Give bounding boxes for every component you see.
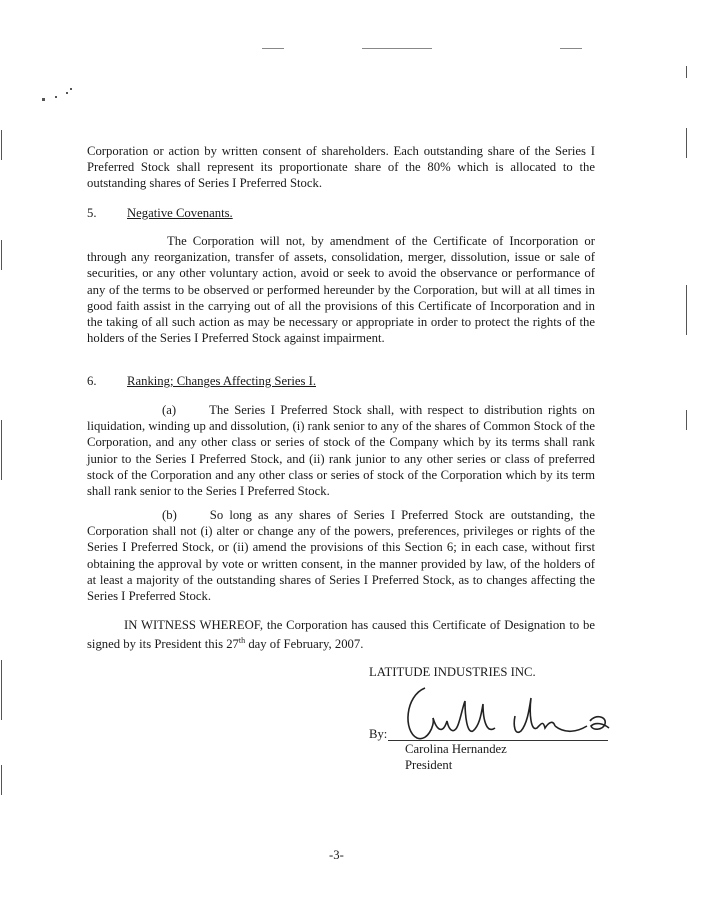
- item-label: (b): [162, 508, 177, 522]
- witness-date: day of February, 2007.: [245, 637, 364, 652]
- section-title: Negative Covenants.: [127, 206, 233, 220]
- paragraph-text: The Corporation will not, by amendment of the Certificate of Incorporation or through any reorganization, transfer of assets, consolidation, merger, dissolution, issue or sale of securities, or any other voluntary action, avoid or seek to avoid the observance or performance of any of the terms to be observed or performed hereunder by the Corporation, but will at all times in good faith assist in the carrying out of all the provisions of this Certificate of Incorporation and in the taking of all such action as may be necessary or appropriate in order to protect the rights of the holders of the Series I Preferred Stock against impairment.: [87, 234, 595, 346]
- section-title: Ranking; Changes Affecting Series I.: [127, 374, 316, 388]
- section-6-heading: [87, 373, 316, 389]
- scan-artifact-edge: [1, 765, 2, 795]
- scan-artifact-edge: [686, 128, 687, 158]
- scan-artifact-edge: [1, 240, 2, 270]
- paragraph-witness: [87, 617, 595, 653]
- scan-artifact-dot: [55, 96, 57, 98]
- scan-artifact-edge: [1, 420, 2, 480]
- section-number: 6.: [87, 374, 97, 388]
- scan-artifact-dot: [66, 92, 68, 94]
- paragraph-continuation: Corporation or action by written consent of shareholders. Each outstanding share of the Series I Preferred Stock shall represent its proportionate share of the 80% which is allocated to the outstanding shares of Series I Preferred Stock.: [87, 144, 595, 191]
- paragraph-ranking-b: [87, 507, 595, 604]
- signer-title: President: [405, 758, 453, 772]
- scan-artifact-line: [262, 48, 284, 49]
- section-number: 5.: [87, 206, 97, 220]
- item-label: (a): [162, 403, 177, 417]
- scan-artifact-edge: [686, 285, 687, 335]
- handwritten-signature: [395, 676, 615, 746]
- signer-name: Carolina Hernandez: [405, 742, 507, 756]
- scan-artifact-edge: [1, 660, 2, 720]
- scan-artifact-dot: [42, 98, 45, 101]
- by-label: By:: [369, 727, 388, 741]
- scan-artifact-edge: [686, 66, 687, 78]
- paragraph-text: So long as any shares of Series I Preferred Stock are outstanding, the Corporation shall not (i) alter or change any of the powers, preferences, privileges or rights of the Series I Preferred Stock, or (ii) amend the provisions of this Section 6; in each case, without first obtaining the approval by vote or written consent, in the manner provided by law, of the holders of at least a majority of the outstanding shares of Series I Preferred Stock, as to changes affecting the Series I Preferred Stock.: [87, 508, 595, 604]
- ordinal-suffix: th: [238, 636, 246, 646]
- page-number: -3-: [329, 848, 344, 862]
- scan-artifact-line: [362, 48, 432, 49]
- scan-artifact-line: [560, 48, 582, 49]
- scan-artifact-edge: [686, 410, 687, 430]
- company-name: LATITUDE INDUSTRIES INC.: [369, 665, 536, 679]
- paragraph-negative-covenants: [87, 233, 595, 346]
- paragraph-ranking-a: [87, 402, 595, 499]
- section-5-heading: [87, 205, 233, 221]
- paragraph-text: The Series I Preferred Stock shall, with respect to distribution rights on liquidation, winding up and dissolution, (i) rank senior to any of the shares of Common Stock of the Corporation, and any other class or series of stock of the Company which by its terms shall rank junior to the Series I Preferred Stock, and (ii) rank junior to any other series or class of preferred stock of the Corporation and any other class or series of stock of the Corporation which by its term shall rank senior to the Series I Preferred Stock.: [87, 403, 595, 499]
- witness-text: IN WITNESS WHEREOF, the Corporation has caused this Certificate of Designation to be signed by its President this 27: [87, 618, 595, 652]
- scan-artifact-edge: [1, 130, 2, 160]
- scan-artifact-dot: [70, 88, 72, 90]
